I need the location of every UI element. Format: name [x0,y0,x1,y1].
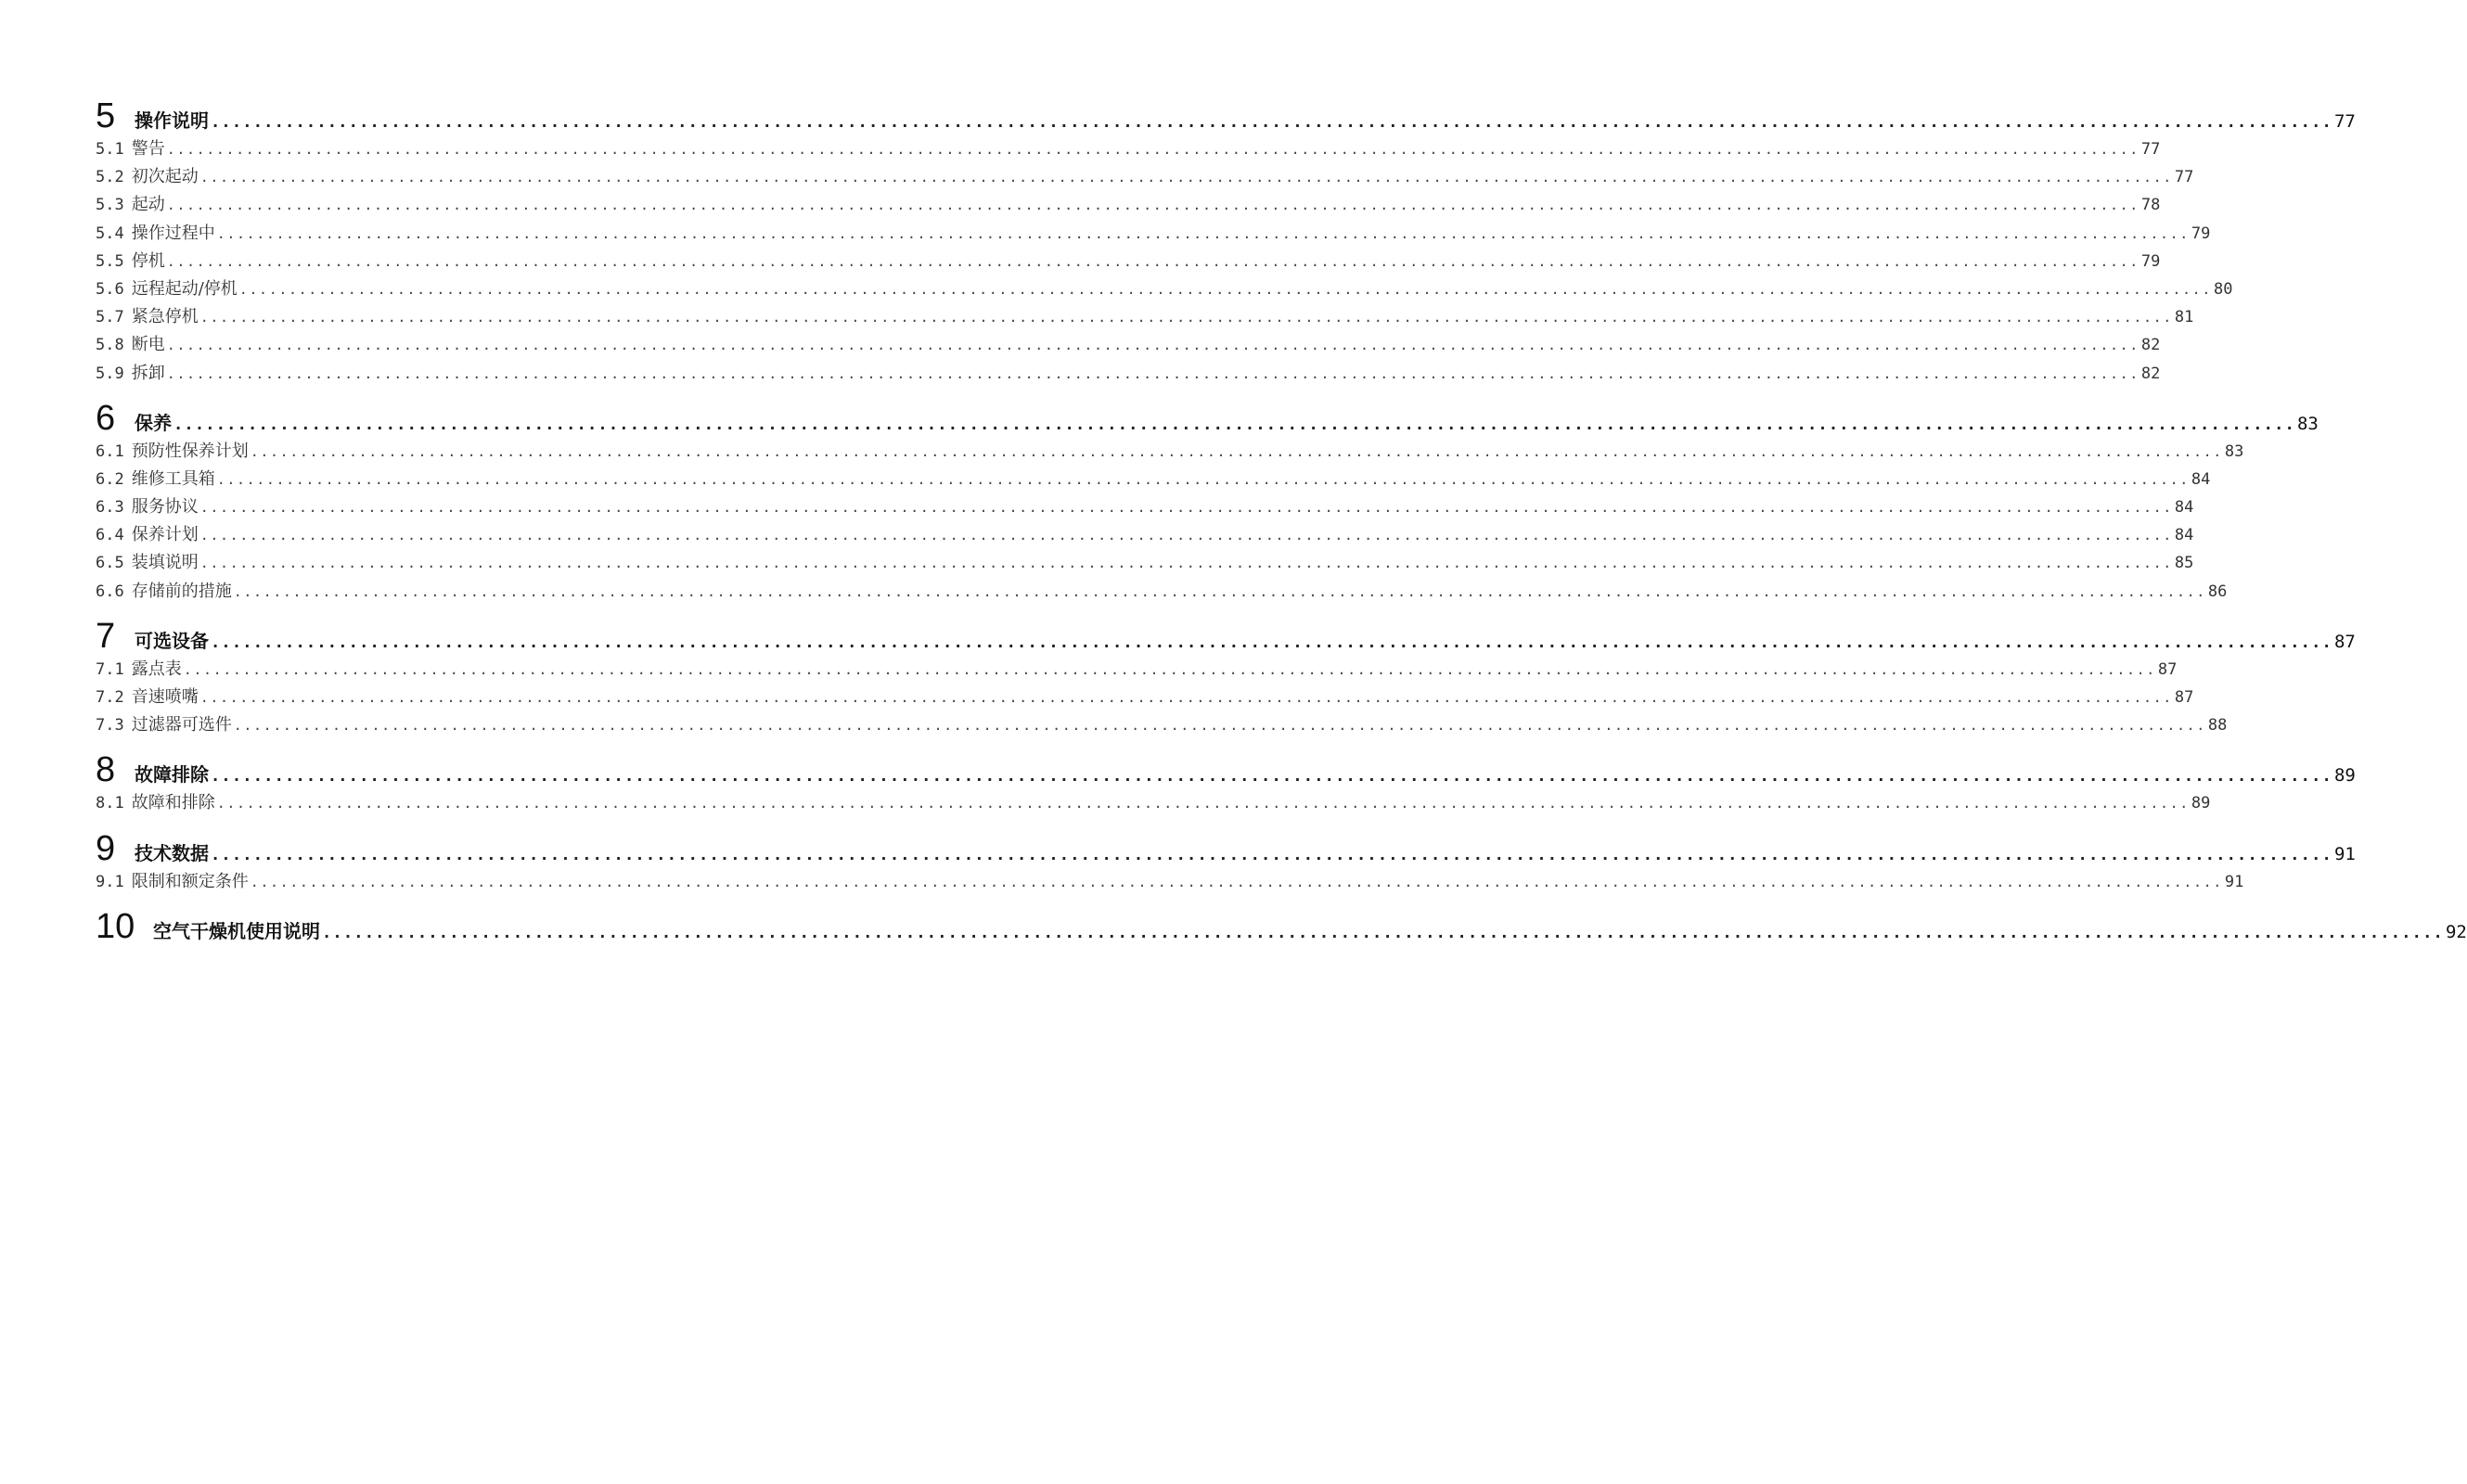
toc-section-entry[interactable] [96,438,2244,466]
toc-section-entry[interactable] [96,191,2161,219]
toc-section-entry[interactable] [96,789,2211,817]
section-title: 操作过程中 [131,223,215,243]
section-title: 服务协议 [131,497,199,518]
section-page-number: 89 [2191,794,2211,813]
dot-leader: ........................................................................................................................................................................................................ [199,689,2173,706]
section-page-number: 84 [2191,469,2211,489]
section-page-number: 86 [2207,582,2228,601]
section-number: 5.2 [96,168,124,187]
dot-leader: ........................................................................................................................................................................................................ [166,337,2139,354]
toc-section-entry[interactable] [96,493,2194,521]
section-number: 5.3 [96,196,124,215]
toc-section-entry[interactable] [96,275,2233,303]
section-number: 5.7 [96,308,124,327]
section-page-number: 82 [2140,364,2161,383]
section-number: 7.2 [96,688,124,707]
toc-section-entry[interactable] [96,466,2211,493]
section-title: 远程起动/停机 [131,278,238,299]
section-number: 5.9 [96,364,124,383]
dot-leader: ........................................................................................................................................................................................................ [216,470,2190,488]
section-number: 5.5 [96,251,124,271]
toc-section-entry[interactable] [96,868,2244,896]
section-number: 6.5 [96,554,124,573]
dot-leader: ........................................................................................................................................................................................................ [233,582,2206,600]
chapter-page-number: 89 [2333,765,2356,787]
dot-leader: ........................................................................................................................................................................................................ [211,845,2332,864]
dot-leader: ........................................................................................................................................................................................................ [216,224,2190,242]
dot-leader: ........................................................................................................................................................................................................ [211,633,2332,652]
dot-leader: ........................................................................................................................................................................................................ [199,169,2173,186]
chapter-title: 操作说明 [135,109,209,132]
toc-section-entry[interactable] [96,711,2228,739]
toc-section-entry[interactable] [96,331,2161,359]
section-title: 警告 [131,139,165,159]
section-page-number: 87 [2174,688,2194,707]
dot-leader: ........................................................................................................................................................................................................ [199,499,2173,517]
section-title: 断电 [131,335,165,355]
dot-leader: ........................................................................................................................................................................................................ [166,365,2139,382]
chapter-page-number: 77 [2333,111,2356,132]
toc-section-entry[interactable] [96,684,2194,711]
toc-chapter-entry[interactable] [96,398,2319,438]
section-page-number: 84 [2174,526,2194,545]
toc-chapter-entry[interactable] [96,750,2356,790]
chapter-page-number: 87 [2333,631,2356,652]
dot-leader: ........................................................................................................................................................................................................ [216,795,2190,812]
toc-section-entry[interactable] [96,248,2161,275]
section-number: 9.1 [96,872,124,891]
chapter-title: 可选设备 [135,629,209,652]
section-title: 存储前的措施 [131,581,232,601]
section-page-number: 77 [2140,140,2161,159]
section-number: 5.1 [96,140,124,159]
section-title: 维修工具箱 [131,468,215,489]
section-page-number: 79 [2191,224,2211,243]
section-number: 5.8 [96,336,124,355]
dot-leader: ........................................................................................................................................................................................................ [211,767,2332,787]
section-title: 限制和额定条件 [131,871,249,891]
dot-leader: ........................................................................................................................................................................................................ [166,197,2139,214]
toc-chapter-entry[interactable] [96,616,2356,656]
toc-chapter-entry[interactable] [96,96,2356,135]
section-page-number: 80 [2213,279,2233,299]
dot-leader: ........................................................................................................................................................................................................ [173,415,2295,434]
section-page-number: 84 [2174,498,2194,518]
section-number: 7.1 [96,659,124,679]
section-title: 露点表 [131,659,182,679]
dot-leader: ........................................................................................................................................................................................................ [250,873,2223,890]
section-title: 停机 [131,250,165,271]
section-number: 5.4 [96,224,124,243]
section-title: 保养计划 [131,525,199,545]
section-number: 6.1 [96,441,124,461]
section-page-number: 82 [2140,336,2161,355]
section-number: 6.4 [96,526,124,545]
toc-section-entry[interactable] [96,135,2161,163]
chapter-number: 10 [96,906,135,946]
section-title: 起动 [131,195,165,215]
dot-leader: ........................................................................................................................................................................................................ [322,923,2444,942]
section-title: 过滤器可选件 [131,715,232,736]
dot-leader: ........................................................................................................................................................................................................ [250,442,2223,460]
dot-leader: ........................................................................................................................................................................................................ [166,252,2139,270]
section-page-number: 87 [2157,659,2178,679]
dot-leader: ........................................................................................................................................................................................................ [238,280,2212,298]
chapter-page-number: 92 [2445,921,2467,942]
chapter-number: 9 [96,828,116,868]
section-title: 紧急停机 [131,307,199,327]
toc-section-entry[interactable] [96,578,2228,606]
table-of-contents [96,96,2467,946]
section-title: 预防性保养计划 [131,441,249,461]
section-page-number: 78 [2140,196,2161,215]
toc-section-entry[interactable] [96,220,2211,248]
dot-leader: ........................................................................................................................................................................................................ [183,660,2156,678]
chapter-title: 故障排除 [135,763,209,787]
section-title: 装填说明 [131,553,199,573]
section-number: 8.1 [96,794,124,813]
section-title: 故障和排除 [131,793,215,813]
chapter-title: 空气干燥机使用说明 [153,919,320,942]
dot-leader: ........................................................................................................................................................................................................ [199,527,2173,544]
section-number: 6.3 [96,498,124,518]
toc-section-entry[interactable] [96,163,2194,191]
chapter-page-number: 91 [2333,843,2356,864]
section-page-number: 83 [2224,441,2244,461]
toc-chapter-entry[interactable] [96,828,2356,868]
dot-leader: ........................................................................................................................................................................................................ [166,141,2139,158]
section-title: 初次起动 [131,167,199,187]
chapter-number: 6 [96,398,116,438]
chapter-title: 技术数据 [135,841,209,864]
section-title: 音速喷嘴 [131,687,199,707]
section-page-number: 85 [2174,554,2194,573]
section-page-number: 88 [2207,716,2228,736]
dot-leader: ........................................................................................................................................................................................................ [211,113,2332,132]
toc-section-entry[interactable] [96,360,2161,388]
toc-section-entry[interactable] [96,303,2194,331]
dot-leader: ........................................................................................................................................................................................................ [199,555,2173,572]
chapter-title: 保养 [135,411,172,434]
section-page-number: 81 [2174,308,2194,327]
section-number: 6.2 [96,469,124,489]
toc-section-entry[interactable] [96,521,2194,549]
toc-section-entry[interactable] [96,656,2178,684]
section-number: 6.6 [96,582,124,601]
section-page-number: 77 [2174,168,2194,187]
chapter-number: 8 [96,750,116,790]
section-number: 5.6 [96,279,124,299]
section-title: 拆卸 [131,363,165,383]
chapter-number: 7 [96,616,116,656]
dot-leader: ........................................................................................................................................................................................................ [233,717,2206,735]
dot-leader: ........................................................................................................................................................................................................ [199,309,2173,326]
toc-section-entry[interactable] [96,549,2194,577]
chapter-number: 5 [96,96,116,135]
chapter-page-number: 83 [2296,413,2319,434]
toc-chapter-entry[interactable] [96,906,2467,946]
section-page-number: 91 [2224,872,2244,891]
section-number: 7.3 [96,716,124,736]
section-page-number: 79 [2140,251,2161,271]
